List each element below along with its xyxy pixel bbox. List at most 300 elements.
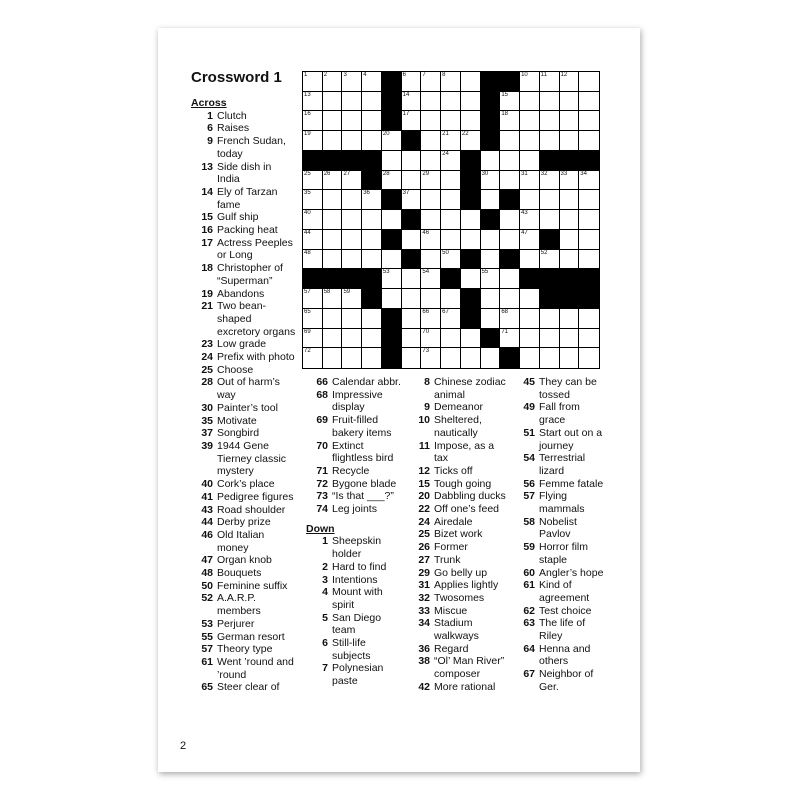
grid-square[interactable] [441, 131, 461, 151]
clue-text: today [217, 147, 243, 160]
across-clue [306, 414, 406, 427]
clue-text: Clutch [217, 109, 247, 122]
down-clue [513, 567, 625, 580]
grid-square[interactable] [540, 131, 560, 151]
grid-square[interactable] [540, 309, 560, 329]
grid-square[interactable] [579, 348, 599, 368]
grid-square[interactable] [362, 250, 382, 270]
grid-square[interactable] [421, 250, 441, 270]
grid-square[interactable] [402, 92, 422, 112]
clue-number: 28 [201, 376, 213, 389]
clue-text: Applies lightly [434, 579, 499, 592]
grid-square[interactable] [303, 111, 323, 131]
grid-square[interactable] [500, 230, 520, 250]
down-clue [306, 548, 406, 561]
grid-square[interactable] [520, 190, 540, 210]
grid-square[interactable] [323, 348, 343, 368]
grid-square[interactable] [540, 190, 560, 210]
across-clue [191, 681, 301, 694]
grid-square[interactable] [342, 92, 362, 112]
clue-text: Road shoulder [217, 503, 286, 516]
grid-square[interactable] [500, 92, 520, 112]
clue-text: Pedigree figures [217, 490, 294, 503]
grid-square[interactable] [342, 111, 362, 131]
grid-square[interactable] [579, 210, 599, 230]
black-square [323, 151, 343, 171]
clue-text: More rational [434, 680, 496, 693]
clue-number [306, 401, 332, 414]
grid-square[interactable] [303, 329, 323, 349]
grid-square[interactable] [540, 111, 560, 131]
grid-square[interactable] [303, 92, 323, 112]
across-clue [191, 516, 301, 529]
clue-text: “Superman” [217, 274, 273, 287]
grid-square[interactable] [402, 171, 422, 191]
grid-square[interactable] [500, 210, 520, 230]
clue-number: 44 [201, 516, 213, 529]
grid-square[interactable] [500, 171, 520, 191]
clue-text: Intentions [332, 573, 378, 586]
grid-square[interactable] [520, 111, 540, 131]
clue-text: composer [434, 668, 481, 681]
clue-number [191, 148, 217, 161]
clue-number: 1 [322, 535, 328, 548]
crossword-grid [302, 71, 600, 369]
grid-square[interactable] [421, 92, 441, 112]
clue-text: Two bean- [217, 300, 267, 313]
grid-square[interactable] [461, 210, 481, 230]
clue-number: 37 [201, 427, 213, 440]
clue-number: 16 [201, 224, 213, 237]
clue-text: The life of [539, 617, 586, 630]
clue-number [306, 427, 332, 440]
clue-text: Christopher of [217, 262, 283, 275]
down-clue [408, 567, 512, 580]
grid-square[interactable] [402, 269, 422, 289]
down-clue [408, 401, 512, 414]
clue-text: “Is that ___?” [332, 490, 394, 503]
grid-square[interactable] [540, 348, 560, 368]
grid-square[interactable] [342, 171, 362, 191]
grid-square[interactable] [579, 329, 599, 349]
cell-number: 2 [323, 72, 328, 78]
grid-square[interactable] [520, 72, 540, 92]
grid-square[interactable] [441, 210, 461, 230]
down-clue [513, 376, 625, 389]
grid-square[interactable] [342, 230, 362, 250]
clue-number: 41 [201, 490, 213, 503]
clue-text: Extinct [332, 439, 364, 452]
black-square [362, 289, 382, 309]
grid-square[interactable] [342, 289, 362, 309]
grid-square[interactable] [323, 210, 343, 230]
grid-square[interactable] [540, 92, 560, 112]
grid-square[interactable] [560, 171, 580, 191]
down-clue [408, 490, 512, 503]
grid-square[interactable] [461, 72, 481, 92]
down-clue [513, 503, 625, 516]
grid-square[interactable] [560, 92, 580, 112]
grid-square[interactable] [560, 210, 580, 230]
across-clue [191, 364, 301, 377]
grid-square[interactable] [540, 210, 560, 230]
grid-square[interactable] [560, 72, 580, 92]
grid-square[interactable] [461, 329, 481, 349]
down-clue [408, 541, 512, 554]
grid-square[interactable] [323, 190, 343, 210]
grid-square[interactable] [579, 190, 599, 210]
clue-text: others [539, 655, 569, 668]
grid-square[interactable] [481, 151, 501, 171]
clue-number: 42 [418, 680, 430, 693]
grid-square[interactable] [402, 72, 422, 92]
grid-square[interactable] [362, 309, 382, 329]
grid-square[interactable] [461, 92, 481, 112]
cell-number: 30 [481, 170, 489, 177]
grid-square[interactable] [579, 131, 599, 151]
down-clue [306, 561, 406, 574]
grid-square[interactable] [342, 250, 362, 270]
grid-square[interactable] [500, 131, 520, 151]
grid-square[interactable] [421, 309, 441, 329]
across-clue [191, 288, 301, 301]
grid-square[interactable] [441, 329, 461, 349]
grid-square[interactable] [421, 210, 441, 230]
grid-square[interactable] [481, 230, 501, 250]
down-clue [513, 427, 625, 440]
grid-square[interactable] [441, 171, 461, 191]
grid-square[interactable] [421, 329, 441, 349]
clue-text: Terrestrial [539, 452, 586, 465]
black-square [579, 289, 599, 309]
clue-number [513, 503, 539, 516]
clue-text: Miscue [434, 604, 468, 617]
grid-square[interactable] [323, 111, 343, 131]
clue-number: 30 [201, 401, 213, 414]
cell-number: 11 [540, 72, 548, 78]
clue-number: 15 [201, 211, 213, 224]
clue-number: 26 [418, 541, 430, 554]
grid-square[interactable] [441, 111, 461, 131]
grid-square[interactable] [441, 151, 461, 171]
grid-square[interactable] [421, 72, 441, 92]
grid-square[interactable] [520, 230, 540, 250]
grid-square[interactable] [481, 269, 501, 289]
grid-square[interactable] [382, 151, 402, 171]
grid-square[interactable] [402, 289, 422, 309]
grid-square[interactable] [500, 269, 520, 289]
grid-square[interactable] [303, 309, 323, 329]
grid-square[interactable] [441, 250, 461, 270]
grid-square[interactable] [520, 309, 540, 329]
grid-square[interactable] [382, 289, 402, 309]
grid-square[interactable] [560, 250, 580, 270]
grid-square[interactable] [323, 72, 343, 92]
clue-text: Out of harm’s [217, 376, 280, 389]
grid-square[interactable] [560, 348, 580, 368]
grid-square[interactable] [500, 329, 520, 349]
down-clue [408, 516, 512, 529]
grid-square[interactable] [323, 131, 343, 151]
clue-text: excretory organs [217, 325, 296, 338]
clue-number [191, 542, 217, 555]
grid-square[interactable] [362, 210, 382, 230]
across-clue [306, 427, 406, 440]
clue-text: mammals [539, 503, 585, 516]
grid-square[interactable] [362, 329, 382, 349]
grid-square[interactable] [520, 289, 540, 309]
black-square [323, 269, 343, 289]
grid-square[interactable] [382, 210, 402, 230]
black-square [540, 230, 560, 250]
clue-number: 63 [523, 617, 535, 630]
clue-number: 62 [523, 604, 535, 617]
clue-text: Demeanor [434, 401, 484, 414]
grid-square[interactable] [303, 131, 323, 151]
down-clue [408, 630, 512, 643]
grid-square[interactable] [441, 190, 461, 210]
grid-square[interactable] [481, 171, 501, 191]
grid-square[interactable] [342, 72, 362, 92]
grid-square[interactable] [382, 131, 402, 151]
grid-square[interactable] [461, 269, 481, 289]
down-clue [408, 592, 512, 605]
clue-text: Packing heat [217, 224, 278, 237]
grid-square[interactable] [540, 329, 560, 349]
grid-square[interactable] [323, 171, 343, 191]
grid-square[interactable] [323, 329, 343, 349]
grid-square[interactable] [500, 289, 520, 309]
clue-number: 8 [424, 376, 430, 388]
clue-text: Old Italian [217, 528, 265, 541]
grid-square[interactable] [421, 151, 441, 171]
grid-square[interactable] [342, 131, 362, 151]
grid-square[interactable] [441, 289, 461, 309]
grid-square[interactable] [421, 348, 441, 368]
clue-text: Bizet work [434, 528, 483, 541]
across-clue [306, 389, 406, 402]
grid-square[interactable] [461, 348, 481, 368]
clue-text: Twosomes [434, 591, 485, 604]
grid-square[interactable] [362, 131, 382, 151]
across-clue [191, 440, 301, 453]
grid-square[interactable] [382, 171, 402, 191]
grid-square[interactable] [421, 190, 441, 210]
grid-square[interactable] [402, 111, 422, 131]
grid-square[interactable] [303, 230, 323, 250]
grid-square[interactable] [481, 250, 501, 270]
clue-number [513, 389, 539, 402]
grid-square[interactable] [579, 92, 599, 112]
cell-number: 15 [501, 91, 509, 98]
clue-number [191, 669, 217, 682]
grid-square[interactable] [560, 131, 580, 151]
grid-square[interactable] [421, 171, 441, 191]
grid-square[interactable] [520, 171, 540, 191]
grid-square[interactable] [402, 190, 422, 210]
grid-square[interactable] [402, 230, 422, 250]
grid-square[interactable] [540, 72, 560, 92]
clue-number: 68 [316, 388, 328, 401]
grid-square[interactable] [560, 111, 580, 131]
grid-square[interactable] [461, 230, 481, 250]
clue-number: 58 [523, 515, 535, 528]
black-square [362, 171, 382, 191]
grid-square[interactable] [362, 348, 382, 368]
down-clue [408, 605, 512, 618]
clue-number [513, 414, 539, 427]
grid-square[interactable] [342, 309, 362, 329]
across-clue [191, 504, 301, 517]
clue-text: agreement [539, 591, 590, 604]
grid-square[interactable] [323, 309, 343, 329]
down-clue [408, 427, 512, 440]
cell-number: 21 [442, 131, 449, 138]
cell-number: 52 [540, 249, 548, 256]
across-clue [191, 542, 301, 555]
grid-square[interactable] [303, 289, 323, 309]
clue-text: Fruit-filled [332, 414, 379, 427]
clue-number: 24 [418, 515, 430, 528]
grid-square[interactable] [323, 289, 343, 309]
black-square [382, 309, 402, 329]
clue-text: Tierney classic [217, 452, 287, 465]
grid-square[interactable] [560, 309, 580, 329]
grid-square[interactable] [500, 151, 520, 171]
grid-square[interactable] [362, 190, 382, 210]
black-square [540, 289, 560, 309]
grid-square[interactable] [362, 111, 382, 131]
clue-text: Pavlov [539, 528, 571, 541]
grid-square[interactable] [441, 309, 461, 329]
black-square [402, 210, 422, 230]
grid-square[interactable] [421, 289, 441, 309]
grid-square[interactable] [540, 171, 560, 191]
grid-square[interactable] [342, 190, 362, 210]
clue-number [513, 655, 539, 668]
black-square [303, 151, 323, 171]
clue-number: 22 [418, 503, 430, 516]
grid-square[interactable] [481, 309, 501, 329]
grid-square[interactable] [540, 250, 560, 270]
grid-square[interactable] [461, 131, 481, 151]
clue-text: staple [539, 553, 568, 566]
clue-number: 23 [201, 338, 213, 351]
clue-number: 46 [201, 528, 213, 541]
grid-square[interactable] [421, 269, 441, 289]
clue-number [306, 624, 332, 637]
clue-text: Go belly up [434, 566, 488, 579]
grid-square[interactable] [520, 329, 540, 349]
grid-square[interactable] [579, 309, 599, 329]
grid-square[interactable] [579, 171, 599, 191]
grid-square[interactable] [441, 348, 461, 368]
grid-square[interactable] [560, 230, 580, 250]
grid-square[interactable] [323, 250, 343, 270]
cell-number: 68 [501, 308, 509, 315]
grid-square[interactable] [303, 348, 323, 368]
clue-number [191, 249, 217, 262]
grid-square[interactable] [579, 111, 599, 131]
grid-square[interactable] [520, 131, 540, 151]
grid-square[interactable] [382, 269, 402, 289]
grid-square[interactable] [520, 250, 540, 270]
clue-number: 60 [523, 566, 535, 579]
clue-text: nautically [434, 426, 478, 439]
grid-square[interactable] [441, 92, 461, 112]
grid-square[interactable] [560, 329, 580, 349]
grid-square[interactable] [520, 92, 540, 112]
cell-number: 17 [402, 111, 410, 118]
grid-square[interactable] [500, 309, 520, 329]
clue-text: Dabbling ducks [434, 490, 506, 503]
grid-square[interactable] [362, 92, 382, 112]
grid-square[interactable] [421, 111, 441, 131]
clue-text: San Diego [332, 611, 382, 624]
grid-square[interactable] [303, 190, 323, 210]
grid-square[interactable] [461, 111, 481, 131]
across-clue [191, 554, 301, 567]
clue-number [191, 389, 217, 402]
down-clue [306, 662, 406, 675]
across-clue [191, 173, 301, 186]
grid-square[interactable] [421, 230, 441, 250]
grid-square[interactable] [362, 230, 382, 250]
grid-square[interactable] [382, 250, 402, 270]
grid-square[interactable] [323, 92, 343, 112]
grid-square[interactable] [520, 348, 540, 368]
down-clue [408, 643, 512, 656]
clue-text: Airedale [434, 515, 473, 528]
grid-square[interactable] [303, 210, 323, 230]
grid-square[interactable] [303, 250, 323, 270]
grid-square[interactable] [342, 329, 362, 349]
grid-square[interactable] [579, 250, 599, 270]
grid-square[interactable] [303, 72, 323, 92]
grid-square[interactable] [402, 309, 422, 329]
grid-square[interactable] [441, 72, 461, 92]
grid-square[interactable] [579, 230, 599, 250]
grid-square[interactable] [402, 151, 422, 171]
grid-square[interactable] [520, 210, 540, 230]
grid-square[interactable] [441, 230, 461, 250]
black-square [520, 269, 540, 289]
grid-square[interactable] [560, 190, 580, 210]
grid-square[interactable] [421, 131, 441, 151]
grid-square[interactable] [481, 348, 501, 368]
grid-square[interactable] [579, 72, 599, 92]
grid-square[interactable] [481, 190, 501, 210]
clue-number: 49 [523, 401, 535, 414]
grid-square[interactable] [520, 151, 540, 171]
across-clue [191, 389, 301, 402]
grid-square[interactable] [303, 171, 323, 191]
grid-square[interactable] [323, 230, 343, 250]
grid-square[interactable] [342, 348, 362, 368]
grid-square[interactable] [402, 329, 422, 349]
grid-square[interactable] [362, 72, 382, 92]
grid-square[interactable] [402, 348, 422, 368]
clue-number [191, 275, 217, 288]
clue-number: 12 [418, 464, 430, 477]
clue-text: Gulf ship [217, 211, 259, 224]
clue-number: 33 [418, 604, 430, 617]
grid-square[interactable] [342, 210, 362, 230]
grid-square[interactable] [481, 289, 501, 309]
cell-number: 53 [382, 269, 390, 276]
across-clue [191, 148, 301, 161]
grid-square[interactable] [500, 111, 520, 131]
